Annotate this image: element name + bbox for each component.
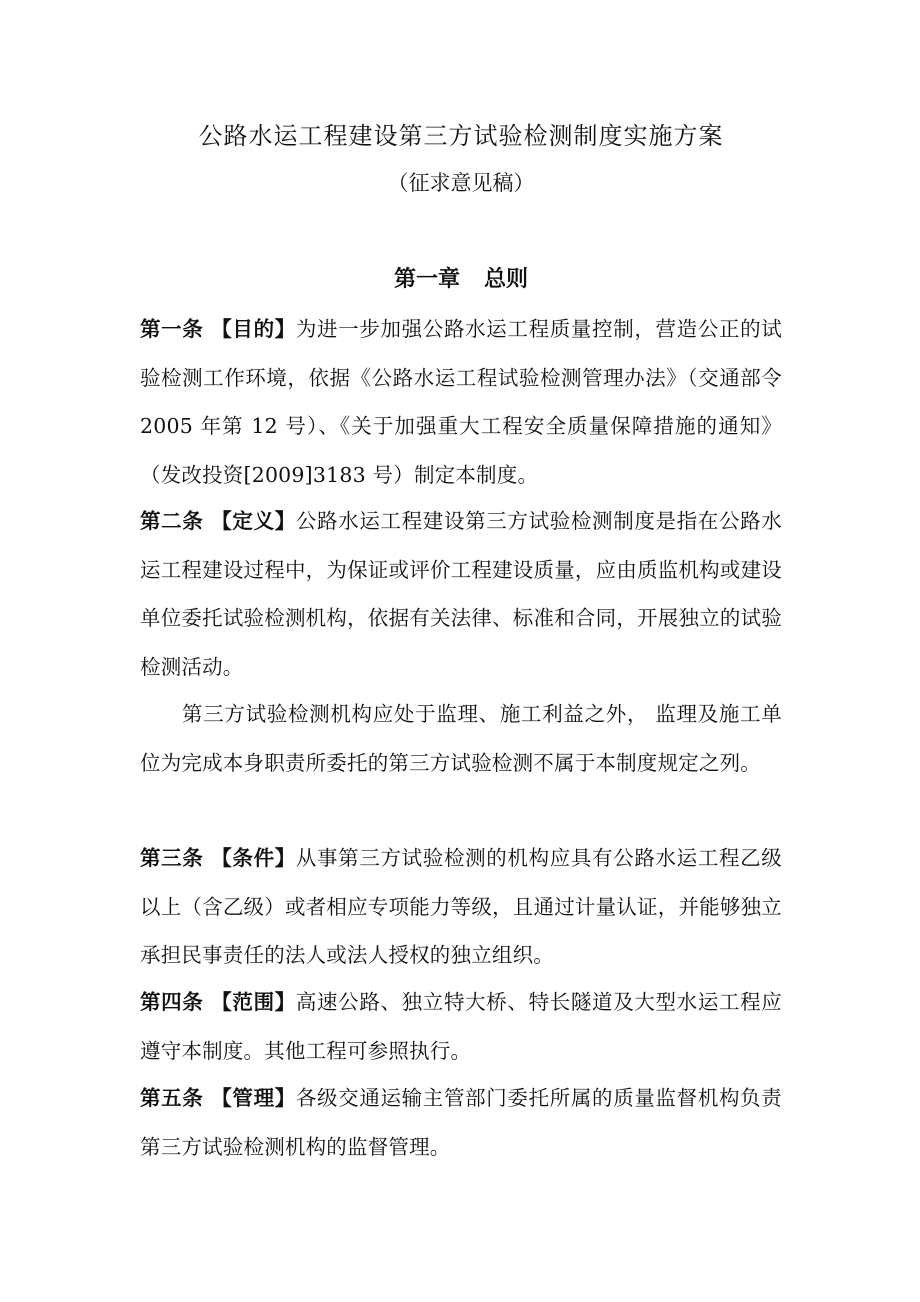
paragraph-text: 第三方试验检测机构应处于监理、施工利益之外， 监理及施工单位为完成本身职责所委托的第三方试验检测不属于本制度规定之列。: [140, 702, 782, 775]
article-text: 为进一步加强公路水运工程质量控制，营造公正的试验检测工作环境，依据《公路水运工程试验检测管理办法》（交通部令 2005 年第 12 号）、《关于加强重大工程安全质量保障措施的通知》（发改投资[2009]3183 号）制定本制度。: [140, 317, 782, 487]
chapter-number: 第一章: [393, 267, 460, 292]
article-5: [140, 1074, 782, 1171]
article-2-paragraph-2: [140, 690, 782, 787]
article-text: 各级交通运输主管部门委托所属的质量监督机构负责第三方试验检测机构的监督管理。: [140, 1086, 782, 1159]
article-heading: 第三条 【条件】: [140, 846, 296, 870]
article-text: 高速公路、独立特大桥、特长隧道及大型水运工程应遵守本制度。其他工程可参照执行。: [140, 990, 782, 1063]
article-1: [140, 305, 782, 499]
chapter-name: 总则: [484, 267, 529, 292]
article-heading: 第一条 【目的】: [140, 317, 296, 341]
article-heading: 第二条 【定义】: [140, 509, 296, 533]
article-heading: 第五条 【管理】: [140, 1086, 296, 1110]
document-title: 公路水运工程建设第三方试验检测制度实施方案: [198, 122, 724, 150]
article-4: [140, 978, 782, 1075]
article-heading: 第四条 【范围】: [140, 990, 296, 1014]
article-text: 公路水运工程建设第三方试验检测制度是指在公路水运工程建设过程中，为保证或评价工程建设质量，应由质监机构或建设单位委托试验检测机构，依据有关法律、标准和合同，开展独立的试验检测活动。: [140, 509, 782, 679]
article-3: [140, 834, 782, 980]
article-2: [140, 497, 782, 691]
document-subtitle: （征求意见稿）: [387, 171, 535, 195]
article-text: 从事第三方试验检测的机构应具有公路水运工程乙级以上（含乙级）或者相应专项能力等级，且通过计量认证，并能够独立承担民事责任的法人或法人授权的独立组织。: [140, 846, 782, 967]
chapter-heading: [140, 262, 782, 298]
